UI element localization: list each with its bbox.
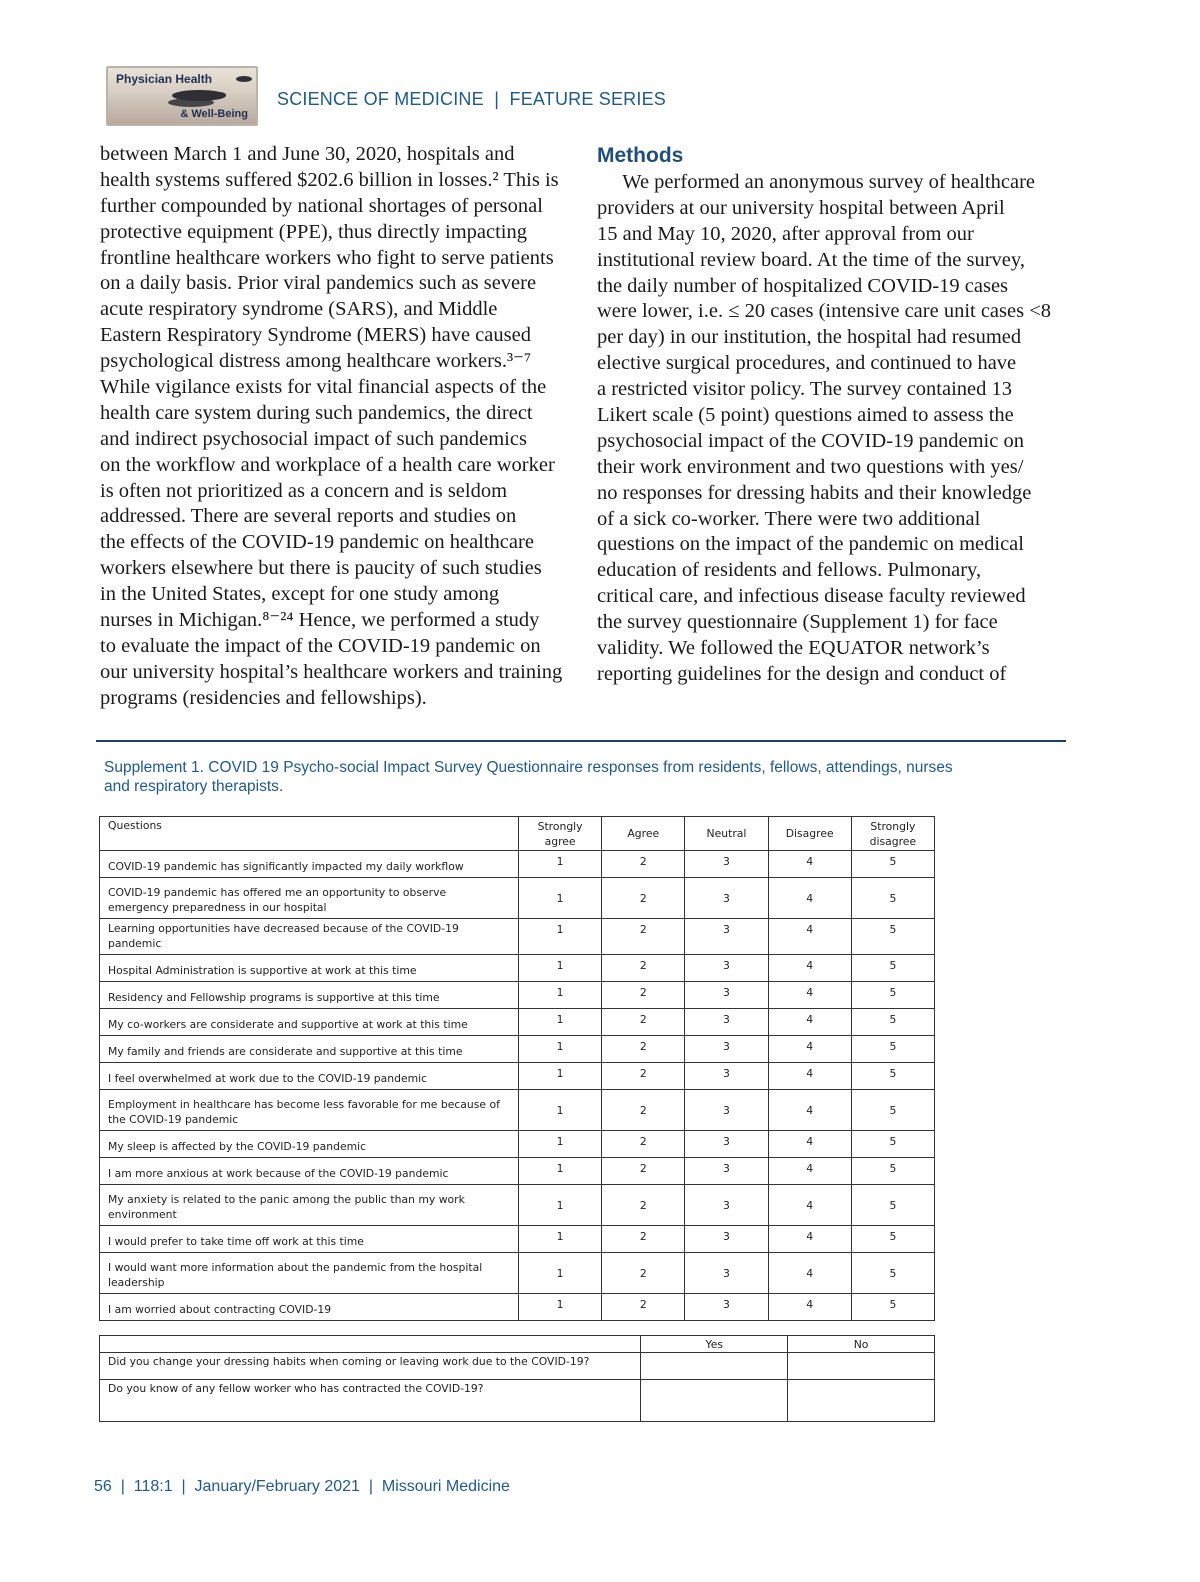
likert-option-cell[interactable]: 3 xyxy=(685,851,768,878)
likert-option-cell[interactable]: 5 xyxy=(851,955,934,982)
table-row xyxy=(100,1185,935,1226)
likert-option-cell[interactable]: 1 xyxy=(519,1185,602,1226)
question-cell: I would want more information about the pandemic from the hospital leadership xyxy=(100,1253,519,1294)
question-cell: Hospital Administration is supportive at work at this time xyxy=(100,955,519,982)
body-line: frontline healthcare workers who fight to serve patients xyxy=(100,246,554,269)
yes-cell[interactable] xyxy=(641,1380,788,1422)
likert-option-cell[interactable]: 5 xyxy=(851,1253,934,1294)
likert-option-cell[interactable]: 1 xyxy=(519,1253,602,1294)
body-line: protective equipment (PPE), thus directly impacting xyxy=(100,220,527,243)
question-cell: Residency and Fellowship programs is supportive at this time xyxy=(100,982,519,1009)
stone-icon xyxy=(168,98,214,107)
likert-option-cell[interactable]: 3 xyxy=(685,1158,768,1185)
likert-option-cell[interactable]: 4 xyxy=(768,1253,851,1294)
column-header: No xyxy=(788,1336,935,1353)
body-line: were lower, i.e. ≤ 20 cases (intensive care unit cases <8 xyxy=(597,300,1052,323)
column-header: Agree xyxy=(602,817,685,851)
body-line: further compounded by national shortages of personal xyxy=(100,194,543,217)
body-line: programs (residencies and fellowships). xyxy=(100,686,427,709)
table-row xyxy=(100,1353,935,1380)
likert-option-cell[interactable]: 2 xyxy=(602,878,685,919)
likert-option-cell[interactable]: 2 xyxy=(602,1036,685,1063)
supplement-caption xyxy=(104,758,1054,796)
table-row xyxy=(100,1009,935,1036)
body-line: addressed. There are several reports and studies on xyxy=(100,505,517,528)
likert-option-cell[interactable]: 4 xyxy=(768,1131,851,1158)
table-row xyxy=(100,878,935,919)
section-divider xyxy=(96,740,1066,742)
likert-option-cell[interactable]: 4 xyxy=(768,1226,851,1253)
likert-option-cell[interactable]: 3 xyxy=(685,982,768,1009)
body-line: workers elsewhere but there is paucity of such studies xyxy=(100,557,542,580)
table-row xyxy=(100,1090,935,1131)
question-cell: I am more anxious at work because of the COVID-19 pandemic xyxy=(100,1158,519,1185)
body-line: Eastern Respiratory Syndrome (MERS) have caused xyxy=(100,324,531,347)
likert-option-cell[interactable]: 3 xyxy=(685,1131,768,1158)
question-cell: I would prefer to take time off work at this time xyxy=(100,1226,519,1253)
likert-option-cell[interactable]: 5 xyxy=(851,1158,934,1185)
likert-option-cell[interactable]: 3 xyxy=(685,1036,768,1063)
table-row xyxy=(100,1131,935,1158)
body-line: elective surgical procedures, and continued to have xyxy=(597,352,1017,375)
right-text-column xyxy=(597,142,1067,688)
question-cell: My anxiety is related to the panic among the public than my work environment xyxy=(100,1185,519,1226)
likert-option-cell[interactable]: 1 xyxy=(519,878,602,919)
body-line: to evaluate the impact of the COVID-19 pandemic on xyxy=(100,634,541,657)
likert-option-cell[interactable]: 1 xyxy=(519,1009,602,1036)
likert-option-cell[interactable]: 3 xyxy=(685,1009,768,1036)
table-row xyxy=(100,982,935,1009)
likert-option-cell[interactable]: 3 xyxy=(685,1185,768,1226)
body-line: the effects of the COVID-19 pandemic on healthcare xyxy=(100,531,534,554)
stone-icon xyxy=(236,76,252,82)
likert-option-cell[interactable]: 4 xyxy=(768,1158,851,1185)
likert-option-cell[interactable]: 2 xyxy=(602,982,685,1009)
question-cell: I am worried about contracting COVID-19 xyxy=(100,1294,519,1321)
table-row xyxy=(100,919,935,955)
body-line: health care system during such pandemics, the direct xyxy=(100,401,533,424)
likert-option-cell[interactable]: 4 xyxy=(768,1036,851,1063)
column-header xyxy=(100,1336,641,1353)
physician-health-logo xyxy=(106,66,258,126)
body-line: education of residents and fellows. Pulmonary, xyxy=(597,559,982,582)
question-cell: My sleep is affected by the COVID-19 pandemic xyxy=(100,1131,519,1158)
logo-line-2: & Well-Being xyxy=(180,108,248,120)
likert-option-cell[interactable]: 1 xyxy=(519,1294,602,1321)
likert-option-cell[interactable]: 2 xyxy=(602,851,685,878)
table-row xyxy=(100,1380,935,1422)
question-cell: Employment in healthcare has become less favorable for me because of the COVID-19 pandemic xyxy=(100,1090,519,1131)
body-line: reporting guidelines for the design and conduct of xyxy=(597,662,1007,685)
likert-option-cell[interactable]: 4 xyxy=(768,955,851,982)
likert-option-cell[interactable]: 2 xyxy=(602,1090,685,1131)
likert-option-cell[interactable]: 5 xyxy=(851,878,934,919)
likert-option-cell[interactable]: 4 xyxy=(768,1090,851,1131)
likert-option-cell[interactable]: 5 xyxy=(851,851,934,878)
body-line: per day) in our institution, the hospital had resumed xyxy=(597,326,1022,349)
likert-option-cell[interactable]: 1 xyxy=(519,955,602,982)
likert-option-cell[interactable]: 2 xyxy=(602,919,685,955)
likert-option-cell[interactable]: 5 xyxy=(851,919,934,955)
column-header: Strongly agree xyxy=(519,817,602,851)
body-line: health systems suffered $202.6 billion in losses.² This is xyxy=(100,168,559,191)
body-line: questions on the impact of the pandemic on medical xyxy=(597,533,1024,556)
likert-option-cell[interactable]: 2 xyxy=(602,1158,685,1185)
body-line: on the workflow and workplace of a health care worker xyxy=(100,453,555,476)
table-row xyxy=(100,1294,935,1321)
body-line: of a sick co-worker. There were two additional xyxy=(597,507,981,530)
likert-option-cell[interactable]: 4 xyxy=(768,1294,851,1321)
likert-option-cell[interactable]: 1 xyxy=(519,1226,602,1253)
section-title: SCIENCE OF MEDICINE | FEATURE SERIES xyxy=(277,89,666,109)
yesno-question: Do you know of any fellow worker who has contracted the COVID-19? xyxy=(100,1380,641,1422)
likert-option-cell[interactable]: 2 xyxy=(602,1253,685,1294)
body-line: 15 and May 10, 2020, after approval from our xyxy=(597,222,974,245)
likert-option-cell[interactable]: 1 xyxy=(519,851,602,878)
question-cell: COVID-19 pandemic has significantly impacted my daily workflow xyxy=(100,851,519,878)
logo-line-1: Physician Health xyxy=(116,72,213,86)
stone-icon xyxy=(212,92,226,98)
column-header: Questions xyxy=(100,817,519,851)
body-line: their work environment and two questions with yes/ xyxy=(597,455,1024,478)
likert-option-cell[interactable]: 5 xyxy=(851,1063,934,1090)
table-row xyxy=(100,851,935,878)
likert-option-cell[interactable]: 5 xyxy=(851,1131,934,1158)
body-line: the daily number of hospitalized COVID-19 cases xyxy=(597,274,1009,297)
body-line: psychological distress among healthcare workers.³⁻⁷ xyxy=(100,350,532,373)
body-line: the survey questionnaire (Supplement 1) for face xyxy=(597,611,998,634)
likert-survey-table xyxy=(99,816,935,1321)
likert-option-cell[interactable]: 4 xyxy=(768,851,851,878)
left-text-column xyxy=(100,142,574,712)
body-line: While vigilance exists for vital financial aspects of the xyxy=(100,376,547,399)
column-header: Disagree xyxy=(768,817,851,851)
likert-option-cell[interactable]: 5 xyxy=(851,1226,934,1253)
no-cell[interactable] xyxy=(788,1380,935,1422)
body-line: a restricted visitor policy. The survey contained 13 xyxy=(597,378,1013,401)
likert-option-cell[interactable]: 1 xyxy=(519,1158,602,1185)
likert-option-cell[interactable]: 1 xyxy=(519,982,602,1009)
likert-option-cell[interactable]: 2 xyxy=(602,1009,685,1036)
question-cell: COVID-19 pandemic has offered me an opportunity to observe emergency preparedness in our hospital xyxy=(100,878,519,919)
caption-line: and respiratory therapists. xyxy=(104,778,284,795)
yesno-question: Did you change your dressing habits when coming or leaving work due to the COVID-19? xyxy=(100,1353,641,1380)
likert-option-cell[interactable]: 3 xyxy=(685,1063,768,1090)
body-line: critical care, and infectious disease faculty reviewed xyxy=(597,585,1026,608)
likert-option-cell[interactable]: 1 xyxy=(519,1036,602,1063)
likert-option-cell[interactable]: 3 xyxy=(685,1226,768,1253)
question-cell: My co-workers are considerate and supportive at work at this time xyxy=(100,1009,519,1036)
table-row xyxy=(100,1226,935,1253)
question-cell: I feel overwhelmed at work due to the COVID-19 pandemic xyxy=(100,1063,519,1090)
table-row xyxy=(100,955,935,982)
table-header-row xyxy=(100,817,935,851)
no-cell[interactable] xyxy=(788,1353,935,1380)
body-line: acute respiratory syndrome (SARS), and Middle xyxy=(100,298,498,321)
likert-option-cell[interactable]: 3 xyxy=(685,1253,768,1294)
body-line: nurses in Michigan.⁸⁻²⁴ Hence, we performed a study xyxy=(100,609,540,632)
yes-cell[interactable] xyxy=(641,1353,788,1380)
likert-option-cell[interactable]: 2 xyxy=(602,1294,685,1321)
likert-option-cell[interactable]: 1 xyxy=(519,1090,602,1131)
question-cell: My family and friends are considerate and supportive at this time xyxy=(100,1036,519,1063)
likert-option-cell[interactable]: 1 xyxy=(519,919,602,955)
likert-option-cell[interactable]: 5 xyxy=(851,1009,934,1036)
likert-option-cell[interactable]: 5 xyxy=(851,1036,934,1063)
likert-option-cell[interactable]: 1 xyxy=(519,1131,602,1158)
likert-option-cell[interactable]: 4 xyxy=(768,982,851,1009)
likert-option-cell[interactable]: 2 xyxy=(602,1185,685,1226)
likert-option-cell[interactable]: 4 xyxy=(768,878,851,919)
likert-option-cell[interactable]: 1 xyxy=(519,1063,602,1090)
table-row xyxy=(100,1158,935,1185)
page-footer: 56 | 118:1 | January/February 2021 | Missouri Medicine xyxy=(94,1478,510,1495)
table-row xyxy=(100,1253,935,1294)
caption-line: Supplement 1. COVID 19 Psycho-social Impact Survey Questionnaire responses from residents, fellows, attendings, nurses xyxy=(104,759,953,776)
likert-option-cell[interactable]: 4 xyxy=(768,919,851,955)
table-header-row xyxy=(100,1336,935,1353)
methods-heading: Methods xyxy=(597,144,684,167)
body-line: We performed an anonymous survey of healthcare xyxy=(597,171,1035,193)
likert-option-cell[interactable]: 3 xyxy=(685,955,768,982)
likert-option-cell[interactable]: 2 xyxy=(602,955,685,982)
likert-option-cell[interactable]: 5 xyxy=(851,1185,934,1226)
body-line: psychosocial impact of the COVID-19 pandemic on xyxy=(597,429,1024,452)
likert-option-cell[interactable]: 3 xyxy=(685,919,768,955)
body-line: on a daily basis. Prior viral pandemics such as severe xyxy=(100,272,537,295)
table-row xyxy=(100,1036,935,1063)
likert-option-cell[interactable]: 4 xyxy=(768,1009,851,1036)
body-line: validity. We followed the EQUATOR network’s xyxy=(597,637,990,660)
likert-option-cell[interactable]: 2 xyxy=(602,1063,685,1090)
body-line: providers at our university hospital between April xyxy=(597,196,1005,219)
column-header: Neutral xyxy=(685,817,768,851)
body-line: Likert scale (5 point) questions aimed to assess the xyxy=(597,404,1014,427)
likert-option-cell[interactable]: 4 xyxy=(768,1063,851,1090)
body-line: institutional review board. At the time of the survey, xyxy=(597,248,1025,271)
question-cell: Learning opportunities have decreased because of the COVID-19 pandemic xyxy=(100,919,519,955)
likert-option-cell[interactable]: 2 xyxy=(602,1131,685,1158)
column-header: Yes xyxy=(641,1336,788,1353)
body-line: between March 1 and June 30, 2020, hospitals and xyxy=(100,143,515,165)
column-header: Strongly disagree xyxy=(851,817,934,851)
body-line: our university hospital’s healthcare workers and training xyxy=(100,660,563,683)
yes-no-table xyxy=(99,1335,935,1422)
likert-option-cell[interactable]: 5 xyxy=(851,1294,934,1321)
body-line: and indirect psychosocial impact of such pandemics xyxy=(100,427,527,450)
body-line: is often not prioritized as a concern and is seldom xyxy=(100,479,508,502)
body-line: in the United States, except for one study among xyxy=(100,583,500,606)
likert-option-cell[interactable]: 4 xyxy=(768,1185,851,1226)
likert-option-cell[interactable]: 2 xyxy=(602,1226,685,1253)
body-line: no responses for dressing habits and their knowledge xyxy=(597,481,1032,504)
likert-option-cell[interactable]: 3 xyxy=(685,1090,768,1131)
likert-option-cell[interactable]: 3 xyxy=(685,878,768,919)
table-row xyxy=(100,1063,935,1090)
likert-option-cell[interactable]: 3 xyxy=(685,1294,768,1321)
likert-option-cell[interactable]: 5 xyxy=(851,1090,934,1131)
likert-option-cell[interactable]: 5 xyxy=(851,982,934,1009)
